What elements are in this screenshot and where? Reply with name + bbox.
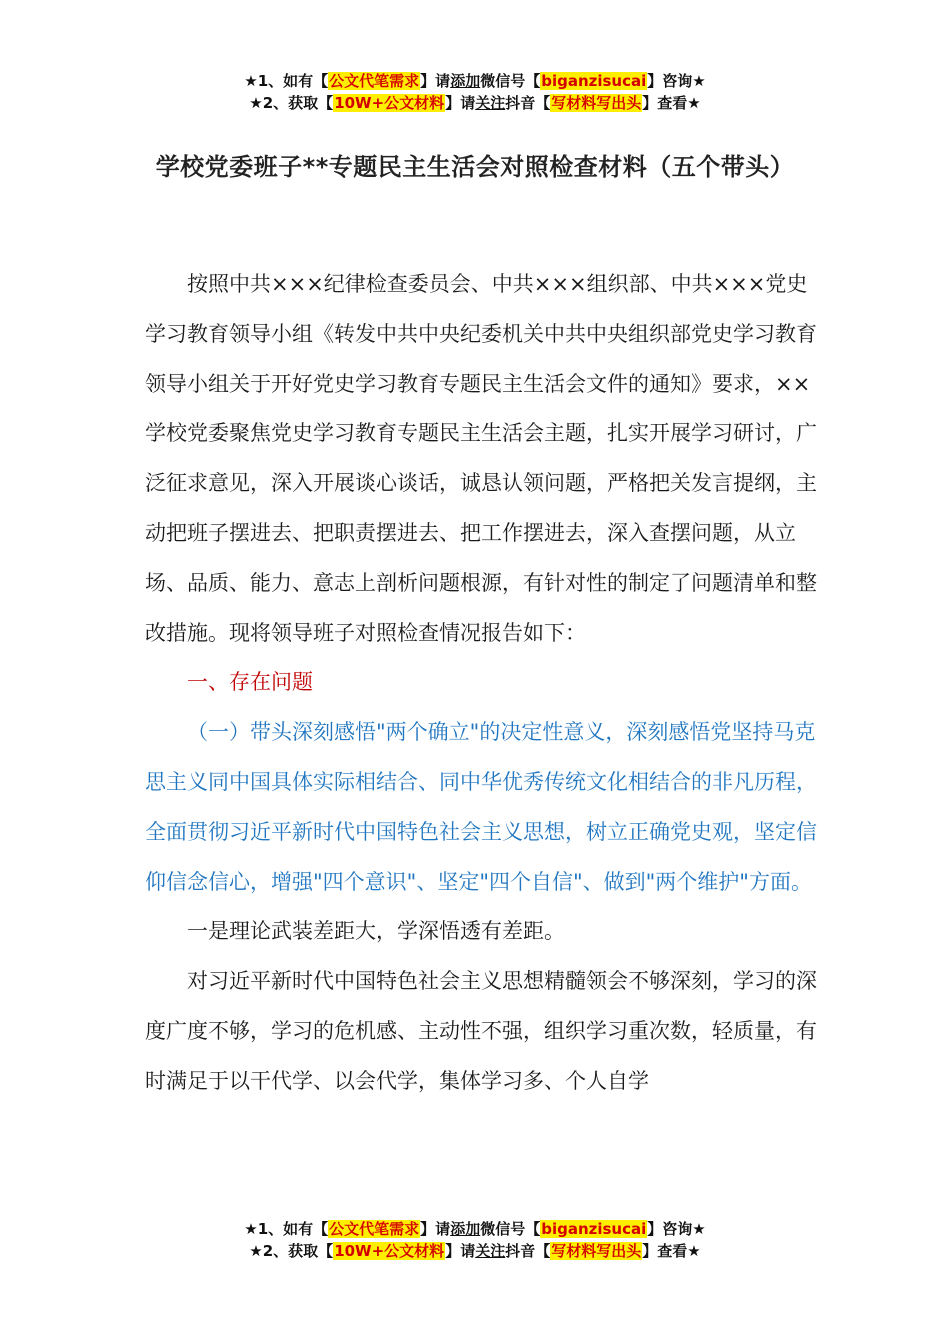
promo-line-1 <box>0 1218 950 1240</box>
promo-highlight: 10W+公文材料 <box>334 94 445 112</box>
section-heading: 一、存在问题 <box>187 670 313 695</box>
promo-text: 】请 <box>420 72 451 90</box>
promo-text: 抖音【 <box>505 94 551 112</box>
promo-text: 】请 <box>445 1242 476 1260</box>
promo-banner-top <box>0 70 950 114</box>
promo-wechat-id: biganzisucai <box>541 1220 647 1238</box>
promo-highlight: 10W+公文材料 <box>334 1242 445 1260</box>
star-icon: ★ <box>244 1220 258 1238</box>
promo-text: 微信号【 <box>480 72 541 90</box>
promo-text: 抖音【 <box>505 1242 551 1260</box>
point-paragraph: 一是理论武装差距大，学深悟透有差距。 <box>187 919 565 944</box>
promo-text: 】咨询★ <box>647 1220 706 1238</box>
subsection-heading: （一）带头深刻感悟"两个确立"的决定性意义，深刻感悟党坚持马克思主义同中国具体实际相结合、同中华优秀传统文化相结合的非凡历程，全面贯彻习近平新时代中国特色社会主义思想，树立正确党史观，坚定信仰信念信心，增强"四个意识"、坚定"四个自信"、做到"两个维护"方面。 <box>145 720 817 894</box>
promo-text: 1、如有【 <box>257 1220 329 1238</box>
promo-underline: 添加 <box>450 1220 481 1238</box>
promo-text: 】请 <box>420 1220 451 1238</box>
promo-wechat-id: biganzisucai <box>541 72 647 90</box>
promo-line-2 <box>0 92 950 114</box>
promo-text: 】咨询★ <box>647 72 706 90</box>
intro-paragraph: 按照中共×××纪律检查委员会、中共×××组织部、中共×××党史学习教育领导小组《转发中共中央纪委机关中共中央组织部党史学习教育领导小组关于开好党史学习教育专题民主生活会文件的通知》要求，××学校党委聚焦党史学习教育专题民主生活会主题，扎实开展学习研讨，广泛征求意见，深入开展谈心谈话，诚恳认领问题，严格把关发言提纲，主动把班子摆进去、把职责摆进去、把工作摆进去，深入查摆问题，从立场、品质、能力、意志上剖析问题根源，有针对性的制定了问题清单和整改措施。现将领导班子对照检查情况报告如下： <box>145 272 817 645</box>
promo-banner-bottom <box>0 1218 950 1262</box>
promo-line-2 <box>0 1240 950 1262</box>
star-icon: ★ <box>249 1242 263 1260</box>
promo-underline: 添加 <box>450 72 481 90</box>
promo-douyin-id: 写材料写出头 <box>551 94 642 112</box>
detail-paragraph: 对习近平新时代中国特色社会主义思想精髓领会不够深刻，学习的深度广度不够，学习的危机感、主动性不强，组织学习重次数，轻质量，有时满足于以干代学、以会代学，集体学习多、个人自学 <box>145 969 817 1093</box>
promo-text: 1、如有【 <box>257 72 329 90</box>
document-title: 学校党委班子**专题民主生活会对照检查材料（五个带头） <box>155 153 795 181</box>
star-icon: ★ <box>244 72 258 90</box>
promo-text: 2、获取【 <box>262 94 334 112</box>
promo-highlight: 公文代笔需求 <box>329 72 420 90</box>
document-body <box>145 260 825 1107</box>
promo-underline: 关注 <box>475 94 506 112</box>
promo-text: 】查看★ <box>642 1242 701 1260</box>
star-icon: ★ <box>249 94 263 112</box>
promo-text: 】请 <box>445 94 476 112</box>
promo-highlight: 公文代笔需求 <box>329 1220 420 1238</box>
promo-douyin-id: 写材料写出头 <box>551 1242 642 1260</box>
promo-text: 2、获取【 <box>262 1242 334 1260</box>
promo-line-1 <box>0 70 950 92</box>
promo-text: 】查看★ <box>642 94 701 112</box>
promo-text: 微信号【 <box>480 1220 541 1238</box>
promo-underline: 关注 <box>475 1242 506 1260</box>
